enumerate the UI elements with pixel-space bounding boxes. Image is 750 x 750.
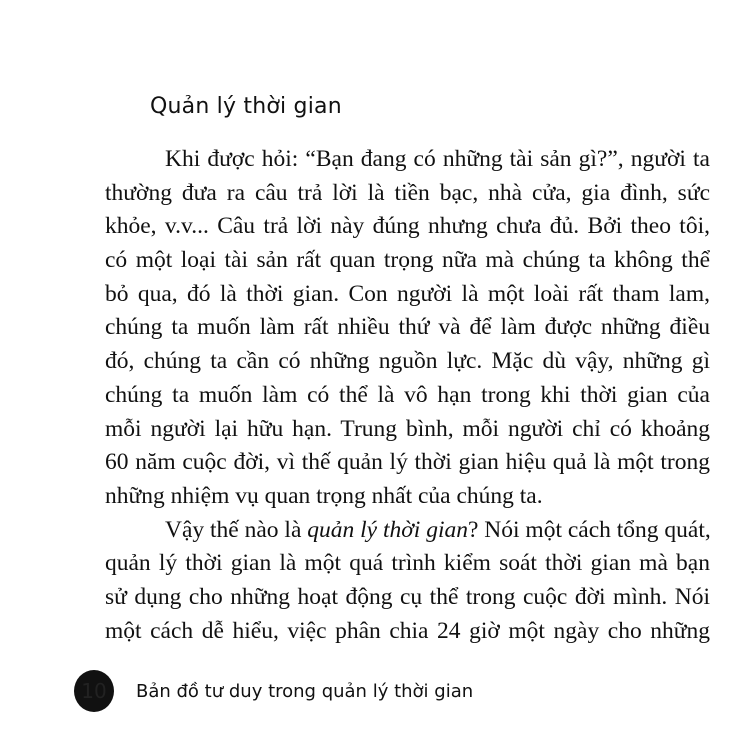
paragraph-line: thường đưa ra câu trả lời là tiền bạc, nhà cửa, gia đình, sức (105, 179, 710, 206)
paragraph-line: những nhiệm vụ quan trọng nhất của chúng ta. (105, 482, 543, 509)
paragraph-1 (105, 143, 710, 514)
paragraph-line: chúng ta muốn làm rất nhiều thứ và để làm được những điều (105, 314, 710, 341)
paragraph-line: chúng ta muốn làm có thể là vô hạn trong khi thời gian của (105, 381, 710, 408)
running-footer-title: Bản đồ tư duy trong quản lý thời gian (136, 680, 474, 702)
paragraph-line: mỗi người lại hữu hạn. Trung bình, mỗi người chỉ có khoảng (105, 415, 710, 442)
paragraph-line: có một loại tài sản rất quan trọng nữa mà chúng ta không thể (105, 247, 710, 274)
section-heading: Quản lý thời gian (150, 94, 342, 119)
text-segment: Vậy thế nào là (165, 516, 308, 543)
paragraph-line: Khi được hỏi: “Bạn đang có những tài sản gì?”, người ta (165, 146, 710, 172)
paragraph-line: đó, chúng ta cần có những nguồn lực. Mặc dù vậy, những gì (105, 348, 710, 375)
paragraph-line: quản lý thời gian là một quá trình kiểm soát thời gian mà bạn (105, 550, 710, 577)
page-footer (74, 670, 473, 712)
italic-term: quản lý thời gian (307, 516, 468, 543)
paragraph-line: bỏ qua, đó là thời gian. Con người là một loài rất tham lam, (105, 280, 710, 307)
paragraph-line: một cách dễ hiểu, việc phân chia 24 giờ một ngày cho những (105, 617, 710, 644)
paragraph-line: khỏe, v.v... Câu trả lời này đúng nhưng chưa đủ. Bởi theo tôi, (105, 213, 710, 240)
paragraph-line: 60 năm cuộc đời, vì thế quản lý thời gian hiệu quả là một trong (105, 449, 710, 476)
text-segment: ? Nói một cách tổng quát, (467, 516, 711, 543)
paragraph-line: sử dụng cho những hoạt động cụ thể trong cuộc đời mình. Nói (105, 583, 710, 610)
paragraph-line (105, 514, 710, 548)
body-text (105, 143, 710, 648)
paragraph-2 (105, 514, 710, 649)
page-number-badge: 10 (74, 670, 114, 712)
